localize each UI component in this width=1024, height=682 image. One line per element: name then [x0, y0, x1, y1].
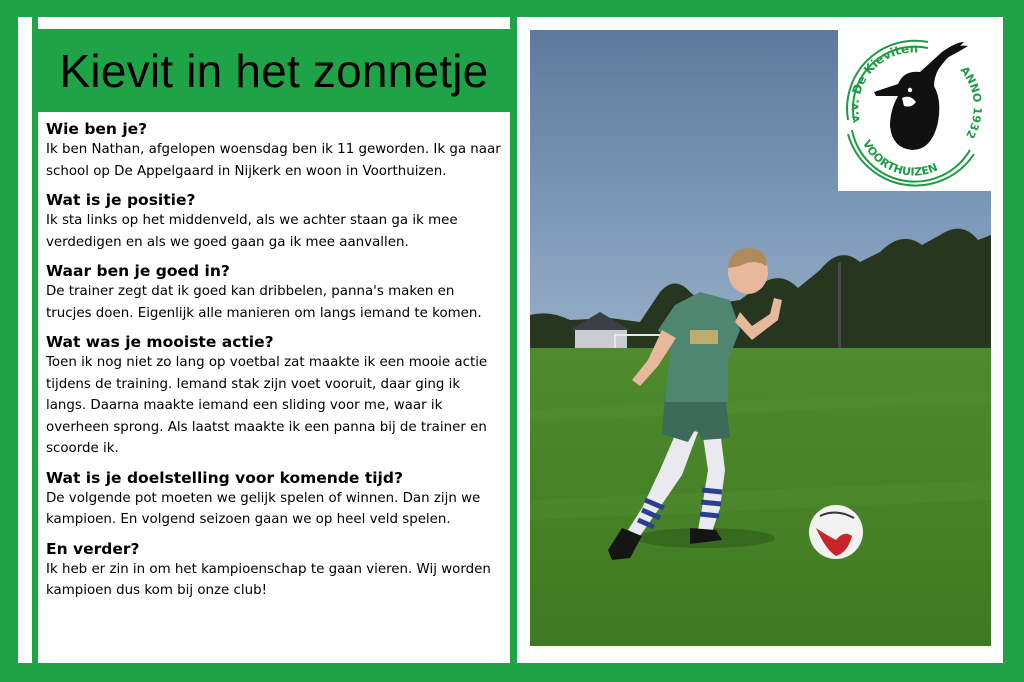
section-wie-ben-je: [46, 120, 502, 182]
club-logo: [838, 30, 991, 191]
section-question: Wie ben je?: [46, 120, 148, 138]
interview-panel: [38, 112, 510, 663]
logo-year: ANNO 1932: [957, 63, 985, 141]
logo-club-name: v.v. De Kieviten: [847, 41, 919, 125]
top-border-strip: [38, 17, 510, 29]
section-question: Waar ben je goed in?: [46, 262, 230, 280]
light-pole: [838, 262, 841, 352]
section-question: En verder?: [46, 539, 140, 558]
page-title: Kievit in het zonnetje: [59, 45, 489, 97]
section-positie: [46, 191, 502, 253]
section-question: Wat is je positie?: [46, 191, 196, 209]
shirt-sponsor: [690, 330, 718, 344]
section-answer: Ik heb er zin in om het kampioenschap te gaan vieren. Wij worden kampioen dus kom bij onze club!: [46, 561, 491, 598]
section-question: Wat was je mooiste actie?: [46, 333, 274, 351]
lapwing-crest-icon: [942, 46, 968, 60]
section-answer: Ik sta links op het middenveld, als we achter staan ga ik mee verdedigen en als we goed gaan ga ik mee aanvallen.: [46, 213, 458, 250]
section-question: Wat is je doelstelling voor komende tijd?: [46, 468, 403, 487]
section-goed-in: [46, 262, 502, 324]
left-border-strip: [18, 17, 32, 663]
section-answer: De volgende pot moeten we gelijk spelen of winnen. Dan zijn we kampioen. En volgend seizoen gaan we op heel veld spelen.: [46, 490, 481, 527]
title-bar: [38, 35, 510, 107]
section-en-verder: [46, 540, 502, 602]
lapwing-eye: [908, 88, 912, 92]
section-answer: Toen ik nog niet zo lang op voetbal zat maakte ik een mooie actie tijdens de training. Iemand stak zijn voet vooruit, daar ging ik langs. Daarna maakte iemand een sliding voor me, waar ik overheen sprong. Als laatst maakte ik een panna bij de trainer en scoorde ik.: [46, 355, 488, 456]
logo-town: VOORTHUIZEN: [859, 137, 940, 179]
club-crest: [838, 30, 991, 191]
section-answer: Ik ben Nathan, afgelopen woensdag ben ik 11 geworden. Ik ga naar school op De Appelgaard in Nijkerk en woon in Voorthuizen.: [46, 142, 501, 179]
section-mooiste-actie: [46, 333, 502, 460]
section-doelstelling: [46, 469, 502, 531]
section-answer: De trainer zegt dat ik goed kan dribbelen, panna's maken en trucjes doen. Eigenlijk alle manieren om langs iemand te komen.: [46, 284, 482, 321]
